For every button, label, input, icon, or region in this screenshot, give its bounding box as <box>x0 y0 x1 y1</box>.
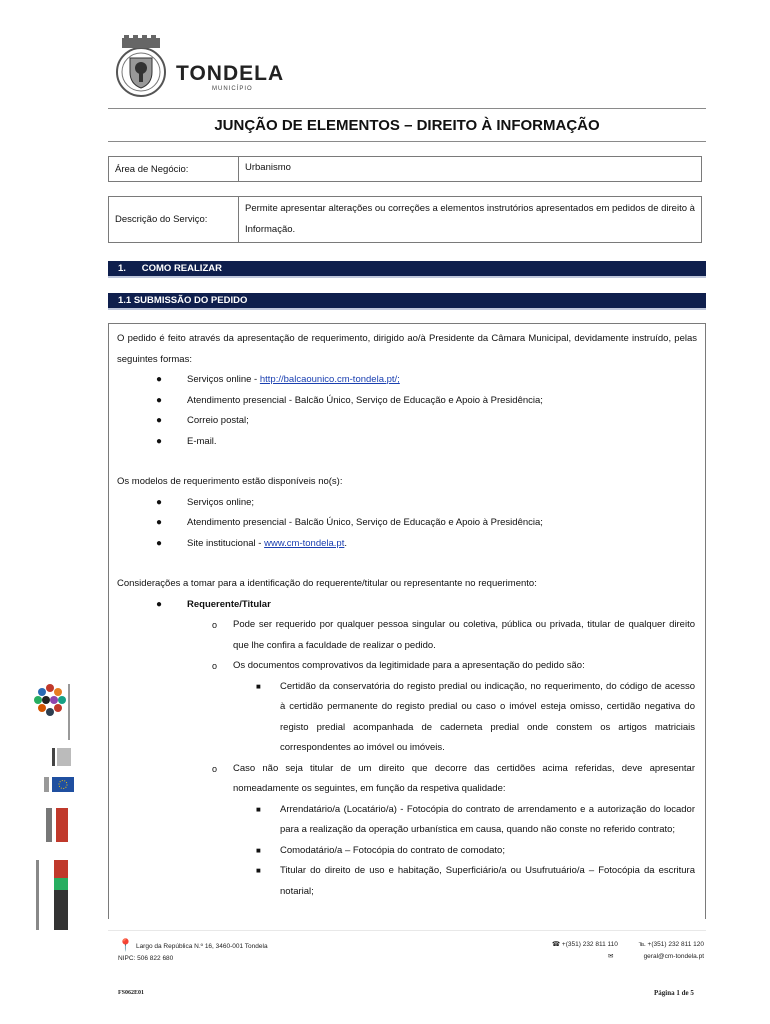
sub-sub-list-item <box>117 841 697 862</box>
phone-icon: ☎ <box>552 941 561 948</box>
sub-list-item <box>117 656 697 677</box>
coat-of-arms-icon <box>106 34 176 100</box>
sub-sub-list-item <box>117 800 697 841</box>
business-area-value <box>239 157 701 181</box>
document-code: FS062E01 <box>118 990 145 996</box>
phone-line <box>552 939 618 951</box>
considerations-paragraph: Considerações a tomar para a identificação do requerente/titular ou representante no requerimento: <box>117 578 537 589</box>
page-title: JUNÇÃO DE ELEMENTOS – DIREITO À INFORMAÇÃO <box>214 117 600 134</box>
funding-logos-icon <box>30 680 80 990</box>
footer-divider <box>108 930 706 931</box>
address-line <box>118 939 268 953</box>
list-item-text: Atendimento presencial - Balcão Único, Serviço de Educação e Apoio à Presidência; <box>187 517 543 528</box>
list-item-text: E-mail. <box>187 435 217 447</box>
balcao-unico-link[interactable]: http://balcaounico.cm-tondela.pt/; <box>259 374 400 385</box>
sub-list-text: Os documentos comprovativos da legitimidade para a apresentação do pedido são: <box>233 660 585 671</box>
list-item-text: Correio postal; <box>187 415 249 426</box>
sub-sub-list-text: Titular do direito de uso e habitação, Superficiário/a ou Usufrutuário/a – Fotocópia da escritura notarial; <box>280 865 695 897</box>
list-item <box>117 411 697 432</box>
square-bullet-icon: ■ <box>256 804 261 814</box>
models-intro: Os modelos de requerimento estão disponíveis no(s): <box>117 476 343 487</box>
list-item-text: Atendimento presencial - Balcão Único, Serviço de Educação e Apoio à Presidência; <box>187 394 543 406</box>
email-row <box>552 951 704 963</box>
fax-line <box>639 939 704 951</box>
list-item <box>117 513 697 534</box>
list-item-text: Site institucional - <box>187 537 265 549</box>
section-how-to: 1. COMO REALIZAR <box>108 261 706 278</box>
bullet-icon: ● <box>156 394 163 406</box>
circle-bullet-icon: o <box>212 620 218 630</box>
sub-sub-list-item <box>117 677 697 759</box>
bullet-icon: ● <box>156 598 163 610</box>
institutional-site-link[interactable]: www.cm-tondela.pt <box>264 537 345 549</box>
bullet-icon: ● <box>156 517 163 528</box>
fax-text: +(351) 232 811 120 <box>647 941 704 948</box>
circle-bullet-icon: o <box>212 661 218 671</box>
intro-paragraph: O pedido é feito através da apresentação de requerimento, dirigido ao/à Presidente da Câmara Municipal, devidamente instruído, pelas seguintes formas: <box>117 333 697 365</box>
sub-list-item <box>117 759 697 800</box>
sub-list-text: Pode ser requerido por qualquer pessoa singular ou coletiva, pública ou privada, titular de qualquer direito que lhe confira a faculdade de realizar o pedido. <box>233 619 695 651</box>
bullet-icon: ● <box>156 374 163 385</box>
list-item <box>117 534 697 555</box>
nipc-line: NIPC: 506 822 680 <box>118 955 174 962</box>
sub-sub-list-text: Certidão da conservatória do registo predial ou indicação, no requerimento, do código de acesso à certidão permanente do registo predial ou caso o imóvel esteja omisso, certidão negativa do registo predial acompanhada de caderneta predial onde constem os artigos matriciais correspondentes ao imóvel ou imóveis. <box>280 680 695 753</box>
sub-sub-list-text: Comodatário/a – Fotocópia do contrato de comodato; <box>280 844 505 856</box>
submission-content <box>108 323 706 919</box>
service-description-value: Permite apresentar alterações ou correções a elementos instrutórios apresentados em pedidos de direito à Informação. <box>245 203 695 235</box>
header-divider <box>108 108 706 109</box>
funding-logos <box>30 680 80 990</box>
bullet-icon: ● <box>156 496 163 508</box>
list-item <box>117 370 697 391</box>
square-bullet-icon: ■ <box>256 681 261 691</box>
bullet-icon: ● <box>156 415 163 426</box>
email-text: geral@cm-tondela.pt <box>643 953 704 960</box>
logo-name: TONDELA <box>176 62 285 85</box>
square-bullet-icon: ■ <box>256 845 261 855</box>
circle-bullet-icon: o <box>212 763 218 774</box>
list-item <box>117 391 697 412</box>
contact-row <box>552 939 704 951</box>
service-description-label: Descrição do Serviço: <box>109 197 239 242</box>
sub-sub-list-text: Arrendatário/a (Locatário/a) - Fotocópia do contrato de arrendamento e a autorização do locador para a realização da operação urbanística em causa, quando não conste no referido contrato; <box>280 803 695 835</box>
business-area-text: Urbanismo <box>245 161 291 173</box>
logo-subtitle: MUNICÍPIO <box>212 86 253 92</box>
requester-heading: Requerente/Titular <box>187 598 271 610</box>
square-bullet-icon: ■ <box>256 866 261 875</box>
phone-text: +(351) 232 811 110 <box>561 941 618 948</box>
footer-address-block <box>118 939 268 965</box>
list-item-end: . <box>344 537 347 549</box>
list-item-text: Serviços online; <box>187 496 255 508</box>
title-divider <box>108 141 706 142</box>
footer-contact-block <box>552 939 704 963</box>
list-item-text: Serviços online - <box>187 374 260 385</box>
sub-sub-list-item <box>117 861 697 902</box>
business-area-table <box>108 156 702 182</box>
page-number: Página 1 de 5 <box>654 989 694 997</box>
list-item <box>117 432 697 453</box>
bullet-icon: ● <box>156 435 163 447</box>
address-text: Largo da República N.º 16, 3460-001 Tondela <box>135 943 268 950</box>
sub-list-text: Caso não seja titular de um direito que decorre das certidões acima referidas, deve apresentar nomeadamente os seguintes, em função da respetiva qualidade: <box>233 762 695 794</box>
service-description-table <box>108 196 702 243</box>
fax-icon: ℡ <box>638 941 646 948</box>
section-submission: 1.1 SUBMISSÃO DO PEDIDO <box>108 293 706 310</box>
sub-list-item <box>117 615 697 656</box>
bullet-icon: ● <box>156 537 163 549</box>
mail-icon: ✉ <box>608 953 614 960</box>
municipality-logo <box>106 34 296 100</box>
list-item <box>117 595 697 616</box>
list-item <box>117 493 697 514</box>
location-pin-icon: 📍 <box>118 938 133 952</box>
business-area-label: Área de Negócio: <box>109 157 239 181</box>
